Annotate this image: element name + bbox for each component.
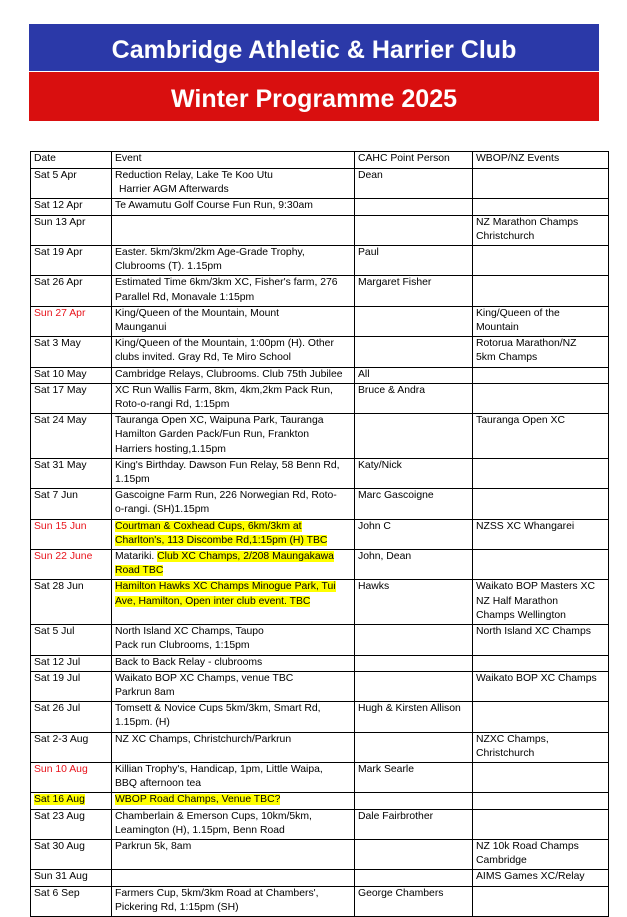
event-line: Hamilton Garden Pack/Fun Run, Frankton [115, 429, 310, 441]
event-line-highlighted: Hamilton Hawks XC Champs Minogue Park, Tui [115, 581, 336, 593]
table-row [31, 169, 609, 199]
wbop-line: NZ 10k Road Champs [476, 840, 579, 852]
table-row [31, 276, 609, 306]
cell-date: Sat 30 Aug [31, 839, 112, 869]
cell-date [31, 793, 112, 809]
wbop-line: North Island XC Champs [476, 626, 591, 638]
event-line: Waikato BOP XC Champs, venue TBC [115, 672, 294, 684]
cell-person: Paul [355, 246, 473, 276]
event-line: Parkrun 8am [115, 686, 175, 698]
cell-person [355, 655, 473, 671]
wbop-line: Waikato BOP Masters XC [476, 581, 595, 593]
table-row [31, 246, 609, 276]
cell-wbop [473, 337, 609, 367]
table-row [31, 671, 609, 701]
cell-date: Sat 17 May [31, 383, 112, 413]
table-row [31, 732, 609, 762]
cell-event [112, 199, 355, 215]
cell-event [112, 580, 355, 625]
cell-event [112, 793, 355, 809]
event-line: Back to Back Relay - clubrooms [115, 656, 263, 668]
event-line: Tomsett & Novice Cups 5km/3km, Smart Rd, [115, 703, 321, 715]
cell-person [355, 732, 473, 762]
event-line: Easter. 5km/3km/2km Age-Grade Trophy, [115, 247, 305, 259]
table-row [31, 458, 609, 488]
cell-event [112, 276, 355, 306]
table-row [31, 337, 609, 367]
event-line: King's Birthday. Dawson Fun Relay, 58 Benn Rd, [115, 459, 340, 471]
wbop-line: Mountain [476, 322, 519, 334]
cell-wbop [473, 199, 609, 215]
cell-date: Sat 12 Jul [31, 655, 112, 671]
cell-date: Sat 2-3 Aug [31, 732, 112, 762]
wbop-line: AIMS Games XC/Relay [476, 871, 585, 883]
cell-wbop [473, 809, 609, 839]
table-row [31, 870, 609, 886]
event-line: Parallel Rd, Monavale 1:15pm [115, 291, 255, 303]
column-header-date: Date [31, 152, 112, 169]
cell-wbop [473, 655, 609, 671]
event-line: Killian Trophy's, Handicap, 1pm, Little Waipa, [115, 763, 323, 775]
table-row [31, 550, 609, 580]
table-row [31, 702, 609, 732]
event-text: Matariki. [115, 551, 158, 563]
cell-date: Sun 22 June [31, 550, 112, 580]
event-line: o-rangi. (SH)1.15pm [115, 504, 210, 516]
cell-wbop [473, 367, 609, 383]
event-line: Estimated Time 6km/3km XC, Fisher's farm, 276 [115, 277, 338, 289]
cell-date: Sat 31 May [31, 458, 112, 488]
cell-event [112, 215, 355, 245]
table-row [31, 489, 609, 519]
table-row [31, 367, 609, 383]
cell-date: Sun 15 Jun [31, 519, 112, 549]
event-line-highlighted: Charlton's, 113 Discombe Rd,1:15pm (H) TBC [115, 534, 328, 546]
cell-event [112, 550, 355, 580]
cell-person [355, 870, 473, 886]
event-line: North Island XC Champs, Taupo [115, 626, 264, 638]
wbop-line: Waikato BOP XC Champs [476, 672, 597, 684]
cell-person: Marc Gascoigne [355, 489, 473, 519]
cell-date: Sat 26 Jul [31, 702, 112, 732]
cell-event [112, 169, 355, 199]
event-line: Harriers hosting,1.15pm [115, 443, 226, 455]
cell-wbop [473, 732, 609, 762]
cell-event [112, 246, 355, 276]
cell-event [112, 458, 355, 488]
cell-person: Margaret Fisher [355, 276, 473, 306]
event-line: XC Run Wallis Farm, 8km, 4km,2km Pack Run, [115, 384, 333, 396]
cell-event [112, 519, 355, 549]
event-line-highlighted: Road TBC [115, 565, 164, 577]
cell-person: Dean [355, 169, 473, 199]
table-header-row [31, 152, 609, 169]
cell-person [355, 199, 473, 215]
cell-date: Sat 23 Aug [31, 809, 112, 839]
cell-wbop [473, 870, 609, 886]
programme-title-banner [29, 72, 599, 121]
cell-event [112, 732, 355, 762]
event-line: Pack run Clubrooms, 1:15pm [115, 640, 250, 652]
cell-wbop [473, 550, 609, 580]
event-line: Leamington (H), 1.15pm, Benn Road [115, 824, 285, 836]
cell-person: Dale Fairbrother [355, 809, 473, 839]
cell-event [112, 414, 355, 459]
table-row [31, 886, 609, 916]
event-line: King/Queen of the Mountain, Mount [115, 307, 280, 319]
event-line: 1.15pm [115, 474, 150, 486]
cell-person: John C [355, 519, 473, 549]
event-line-highlighted: Club XC Champs, 2/208 Maungakawa [157, 551, 334, 563]
cell-person [355, 839, 473, 869]
wbop-line: NZSS XC Whangarei [476, 520, 575, 532]
event-line: BBQ afternoon tea [115, 778, 202, 790]
cell-wbop [473, 702, 609, 732]
cell-event [112, 671, 355, 701]
cell-person: All [355, 367, 473, 383]
event-line-highlighted: WBOP Road Champs, Venue TBC? [115, 794, 281, 806]
cell-person: Mark Searle [355, 762, 473, 792]
club-title-banner [29, 24, 599, 71]
cell-event [112, 337, 355, 367]
cell-date: Sun 31 Aug [31, 870, 112, 886]
cell-event [112, 383, 355, 413]
table-row [31, 199, 609, 215]
cell-person: Bruce & Andra [355, 383, 473, 413]
cell-date: Sat 7 Jun [31, 489, 112, 519]
table-row [31, 519, 609, 549]
cell-wbop [473, 169, 609, 199]
column-header-point-person: CAHC Point Person [355, 152, 473, 169]
cell-person [355, 414, 473, 459]
cell-event [112, 702, 355, 732]
cell-wbop [473, 625, 609, 655]
table-row [31, 215, 609, 245]
cell-wbop [473, 215, 609, 245]
cell-event [112, 625, 355, 655]
cell-date: Sat 6 Sep [31, 886, 112, 916]
event-line: Pickering Rd, 1:15pm (SH) [115, 901, 239, 913]
cell-date: Sun 10 Aug [31, 762, 112, 792]
cell-person: Hawks [355, 580, 473, 625]
cell-wbop [473, 519, 609, 549]
cell-event [112, 762, 355, 792]
cell-wbop [473, 414, 609, 459]
wbop-line: Champs Wellington [476, 609, 566, 621]
cell-person [355, 215, 473, 245]
cell-date: Sat 12 Apr [31, 199, 112, 215]
event-line: Tauranga Open XC, Waipuna Park, Tauranga [115, 415, 324, 427]
cell-date: Sat 26 Apr [31, 276, 112, 306]
cell-wbop [473, 793, 609, 809]
cell-person: John, Dean [355, 550, 473, 580]
cell-wbop [473, 671, 609, 701]
cell-person: George Chambers [355, 886, 473, 916]
cell-date: Sun 27 Apr [31, 306, 112, 336]
cell-wbop [473, 489, 609, 519]
table-row [31, 306, 609, 336]
wbop-line: NZ Marathon Champs [476, 216, 579, 228]
event-line: Harrier AGM Afterwards [119, 184, 229, 196]
table-row [31, 625, 609, 655]
wbop-line: 5km Champs [476, 352, 538, 364]
table-row [31, 414, 609, 459]
table-row [31, 762, 609, 792]
event-line: Clubrooms (T). 1.15pm [115, 261, 222, 273]
cell-date: Sat 3 May [31, 337, 112, 367]
wbop-line: Cambridge [476, 855, 527, 867]
cell-event [112, 870, 355, 886]
cell-event [112, 839, 355, 869]
event-line-highlighted: Ave, Hamilton, Open inter club event. TBC [115, 595, 311, 607]
cell-wbop [473, 276, 609, 306]
table-row [31, 655, 609, 671]
table-row [31, 580, 609, 625]
event-line: Gascoigne Farm Run, 226 Norwegian Rd, Roto- [115, 490, 337, 502]
cell-wbop [473, 246, 609, 276]
cell-date: Sat 19 Jul [31, 671, 112, 701]
cell-date: Sat 19 Apr [31, 246, 112, 276]
cell-wbop [473, 839, 609, 869]
wbop-line: Christchurch [476, 747, 535, 759]
wbop-line: Rotorua Marathon/NZ [476, 338, 577, 350]
programme-title: Winter Programme 2025 [171, 85, 457, 113]
cell-wbop [473, 886, 609, 916]
cell-person [355, 625, 473, 655]
event-line: Parkrun 5k, 8am [115, 840, 192, 852]
table-row [31, 809, 609, 839]
cell-event [112, 655, 355, 671]
cell-date: Sat 5 Jul [31, 625, 112, 655]
cell-person [355, 337, 473, 367]
event-line: Roto-o-rangi Rd, 1:15pm [115, 399, 230, 411]
cell-date: Sat 5 Apr [31, 169, 112, 199]
wbop-line: King/Queen of the [476, 307, 560, 319]
wbop-line: NZ Half Marathon [476, 595, 558, 607]
table-row [31, 793, 609, 809]
event-line-highlighted: Courtman & Coxhead Cups, 6km/3km at [115, 520, 302, 532]
cell-date: Sat 24 May [31, 414, 112, 459]
event-line: Te Awamutu Golf Course Fun Run, 9:30am [115, 200, 313, 212]
event-line: Maunganui [115, 322, 167, 334]
wbop-line: Christchurch [476, 230, 535, 242]
event-line: NZ XC Champs, Christchurch/Parkrun [115, 733, 292, 745]
column-header-event: Event [112, 152, 355, 169]
cell-date: Sat 10 May [31, 367, 112, 383]
event-line: Farmers Cup, 5km/3km Road at Chambers', [115, 887, 319, 899]
column-header-wbop-nz-events: WBOP/NZ Events [473, 152, 609, 169]
event-line: Cambridge Relays, Clubrooms. Club 75th Jubilee [115, 368, 343, 380]
event-line: 1.15pm. (H) [115, 717, 170, 729]
event-line: clubs invited. Gray Rd, Te Miro School [115, 352, 291, 364]
club-title: Cambridge Athletic & Harrier Club [111, 36, 517, 64]
cell-date: Sat 28 Jun [31, 580, 112, 625]
cell-wbop [473, 306, 609, 336]
cell-person: Hugh & Kirsten Allison [355, 702, 473, 732]
cell-person [355, 306, 473, 336]
event-line: Reduction Relay, Lake Te Koo Utu [115, 170, 273, 181]
event-line: King/Queen of the Mountain, 1:00pm (H). Other [115, 338, 334, 350]
wbop-line: Tauranga Open XC [476, 415, 565, 427]
cell-event [112, 809, 355, 839]
cell-event [112, 367, 355, 383]
cell-wbop [473, 580, 609, 625]
programme-table [30, 151, 609, 917]
cell-event [112, 886, 355, 916]
date-highlighted: Sat 16 Aug [34, 794, 85, 806]
table-row [31, 383, 609, 413]
cell-date: Sun 13 Apr [31, 215, 112, 245]
cell-event [112, 306, 355, 336]
cell-event [112, 489, 355, 519]
table-row [31, 839, 609, 869]
cell-person [355, 793, 473, 809]
cell-wbop [473, 383, 609, 413]
cell-wbop [473, 762, 609, 792]
cell-person: Katy/Nick [355, 458, 473, 488]
cell-wbop [473, 458, 609, 488]
event-line: Chamberlain & Emerson Cups, 10km/5km, [115, 810, 312, 822]
wbop-line: NZXC Champs, [476, 733, 549, 745]
cell-person [355, 671, 473, 701]
